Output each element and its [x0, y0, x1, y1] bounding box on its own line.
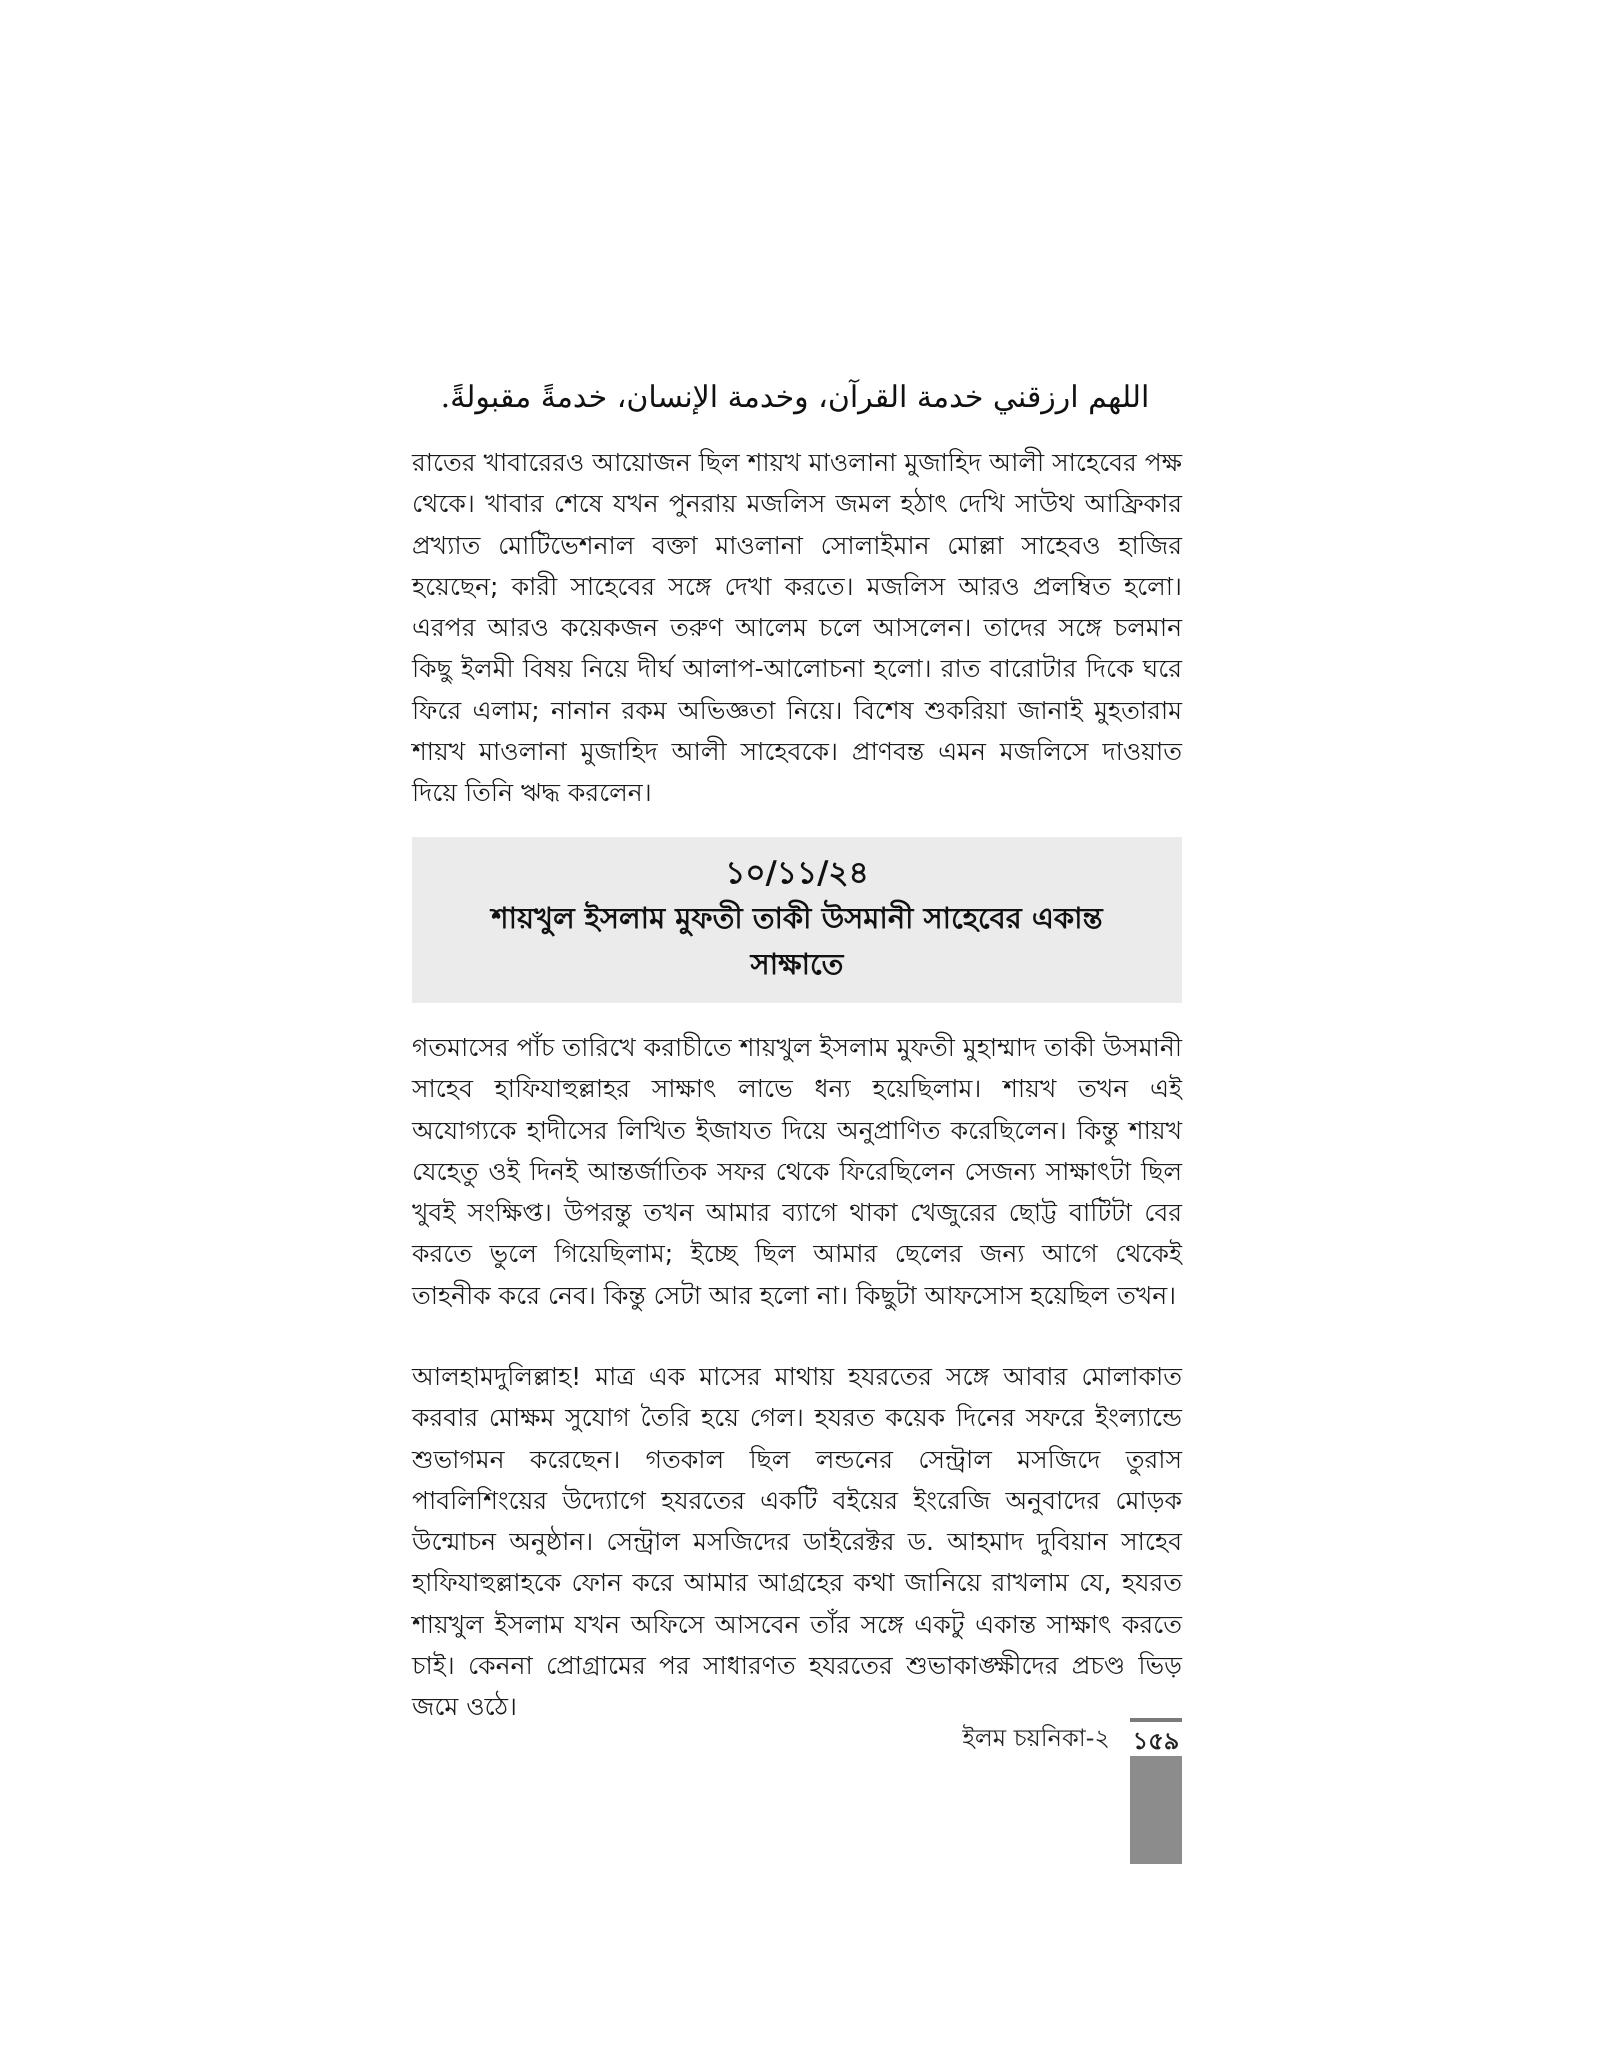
section-heading-box	[412, 837, 1182, 1003]
arabic-prayer-line: اللهم ارزقني خدمة القرآن، وخدمة الإنسان، خدمةً مقبولةً.	[440, 380, 1150, 415]
running-footer-book-title: ইলম চয়নিকা-২	[962, 1724, 1110, 1752]
body-paragraph: রাতের খাবারেরও আয়োজন ছিল শায়খ মাওলানা মুজাহিদ আলী সাহেবের পক্ষ থেকে। খাবার শেষে যখন পুনরায় মজলিস জমল হঠাৎ দেখি সাউথ আফ্রিকার প্রখ্যাত মোটিভেশনাল বক্তা মাওলানা সোলাইমান মোল্লা সাহেবও হাজির হয়েছেন; কারী সাহেবের সঙ্গে দেখা করতে। মজলিস আরও প্রলম্বিত হলো। এরপর আরও কয়েকজন তরুণ আলেম চলে আসলেন। তাদের সঙ্গে চলমান কিছু ইলমী বিষয় নিয়ে দীর্ঘ আলাপ-আলোচনা হলো। রাত বারোটার দিকে ঘরে ফিরে এলাম; নানান রকম অভিজ্ঞতা নিয়ে। বিশেষ শুকরিয়া জানাই মুহতারাম শায়খ মাওলানা মুজাহিদ আলী সাহেবকে। প্রাণবন্ত এমন মজলিসে দাওয়াত দিয়ে তিনি ঋদ্ধ করলেন।	[412, 448, 1182, 808]
body-paragraph: আলহামদুলিল্লাহ! মাত্র এক মাসের মাথায় হযরতের সঙ্গে আবার মোলাকাত করবার মোক্ষম সুযোগ তৈরি হয়ে গেল। হযরত কয়েক দিনের সফরে ইংল্যান্ডে শুভাগমন করেছেন। গতকাল ছিল লন্ডনের সেন্ট্রাল মসজিদে তুরাস পাবলিশিংয়ের উদ্যোগে হযরতের একটি বইয়ের ইংরেজি অনুবাদের মোড়ক উন্মোচন অনুষ্ঠান। সেন্ট্রাল মসজিদের ডাইরেক্টর ড. আহমাদ দুবিয়ান সাহেব হাফিযাহুল্লাহকে ফোন করে আমার আগ্রহের কথা জানিয়ে রাখলাম যে, হযরত শায়খুল ইসলাম যখন অফিসে আসবেন তাঁর সঙ্গে একটু একান্ত সাক্ষাৎ করতে চাই। কেননা প্রোগ্রামের পর সাধারণত হযরতের শুভাকাঙ্ক্ষীদের প্রচণ্ড ভিড় জমে ওঠে।	[412, 1362, 1182, 1722]
section-title: শায়খুল ইসলাম মুফতী তাকী উসমানী সাহেবের একান্ত সাক্ষাতে	[491, 901, 1103, 981]
page-edge-tab	[1130, 1756, 1182, 1864]
page-number: ১৫৯	[1130, 1718, 1182, 1756]
body-paragraph: গতমাসের পাঁচ তারিখে করাচীতে শায়খুল ইসলাম মুফতী মুহাম্মাদ তাকী উসমানী সাহেব হাফিযাহুল্লাহর সাক্ষাৎ লাভে ধন্য হয়েছিলাম। শায়খ তখন এই অযোগ্যকে হাদীসের লিখিত ইজাযত দিয়ে অনুপ্রাণিত করেছিলেন। কিন্তু শায়খ যেহেতু ওই দিনই আন্তর্জাতিক সফর থেকে ফিরেছিলেন সেজন্য সাক্ষাৎটা ছিল খুবই সংক্ষিপ্ত। উপরন্তু তখন আমার ব্যাগে থাকা খেজুরের ছোট্ট বাটিটা বের করতে ভুলে গিয়েছিলাম; ইচ্ছে ছিল আমার ছেলের জন্য আগে থেকেই তাহনীক করে নেব। কিন্তু সেটা আর হলো না। কিছুটা আফসোস হয়েছিল তখন।	[412, 1033, 1182, 1310]
section-date: ১০/১১/২৪	[725, 855, 869, 891]
